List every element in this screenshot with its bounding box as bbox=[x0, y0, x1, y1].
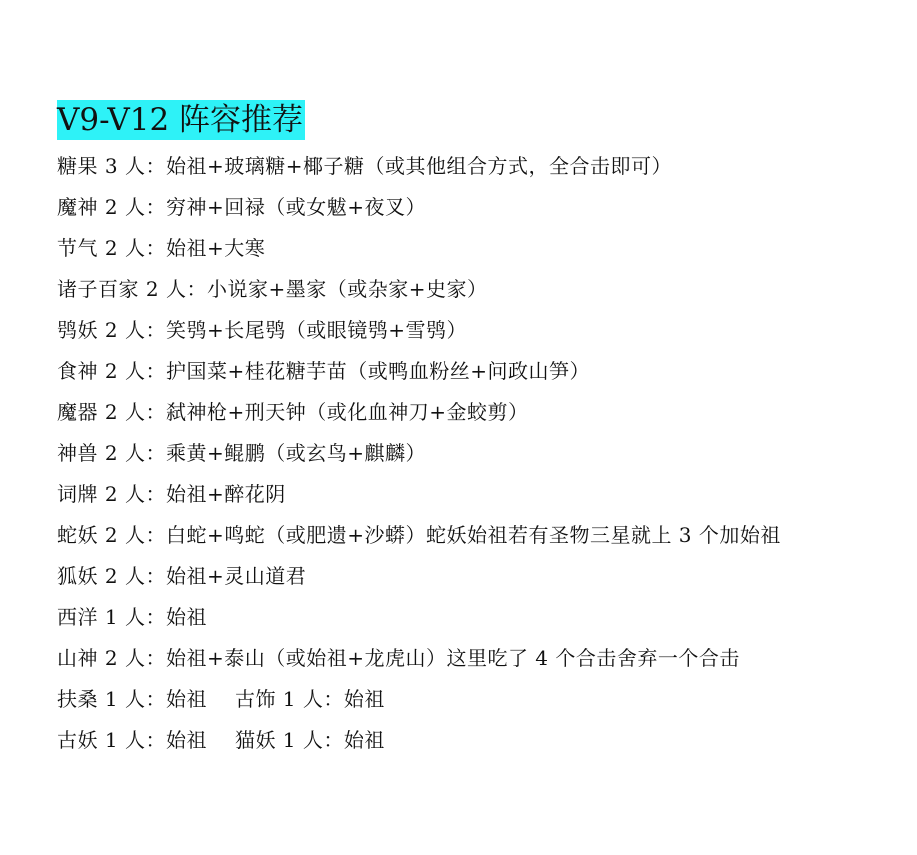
lineup-item-ancient-demon: 古妖 1 人：始祖 bbox=[57, 728, 207, 752]
document bbox=[57, 100, 907, 761]
lineup-line-western: 西洋 1 人：始祖 bbox=[57, 605, 207, 629]
lineup-line-food-god: 食神 2 人：护国菜+桂花糖芋苗（或鸭血粉丝+问政山笋） bbox=[57, 359, 590, 383]
lineup-line-solar-term: 节气 2 人：始祖+大寒 bbox=[57, 236, 266, 260]
lineup-item-fusang: 扶桑 1 人：始祖 bbox=[57, 687, 207, 711]
lineup-line-mountain-god: 山神 2 人：始祖+泰山（或始祖+龙虎山）这里吃了 4 个合击舍弃一个合击 bbox=[57, 646, 740, 670]
lineup-list bbox=[57, 146, 907, 761]
lineup-line-candy: 糖果 3 人：始祖+玻璃糖+椰子糖（或其他组合方式，全合击即可） bbox=[57, 154, 672, 178]
lineup-line-pair-1 bbox=[57, 679, 907, 720]
lineup-line-fox-demon: 狐妖 2 人：始祖+灵山道君 bbox=[57, 564, 307, 588]
lineup-line-ci-pai: 词牌 2 人：始祖+醉花阴 bbox=[57, 482, 286, 506]
lineup-item-cat-demon: 猫妖 1 人：始祖 bbox=[234, 728, 385, 752]
lineup-line-divine-beast: 神兽 2 人：乘黄+鲲鹏（或玄鸟+麒麟） bbox=[57, 441, 426, 465]
lineup-line-demon-god: 魔神 2 人：穷神+回禄（或女魃+夜叉） bbox=[57, 195, 426, 219]
lineup-item-ancient-ornament: 古饰 1 人：始祖 bbox=[234, 687, 385, 711]
lineup-line-owl-demon: 鸮妖 2 人：笑鸮+长尾鸮（或眼镜鸮+雪鸮） bbox=[57, 318, 467, 342]
page-title: V9-V12 阵容推荐 bbox=[57, 102, 304, 138]
lineup-line-pair-2 bbox=[57, 720, 907, 761]
lineup-line-hundred-schools: 诸子百家 2 人：小说家+墨家（或杂家+史家） bbox=[57, 277, 488, 301]
lineup-line-demon-artifact: 魔器 2 人：弑神枪+刑天钟（或化血神刀+金蛟剪） bbox=[57, 400, 529, 424]
lineup-line-snake-demon: 蛇妖 2 人：白蛇+鸣蛇（或肥遗+沙蟒）蛇妖始祖若有圣物三星就上 3 个加始祖 bbox=[57, 523, 781, 547]
